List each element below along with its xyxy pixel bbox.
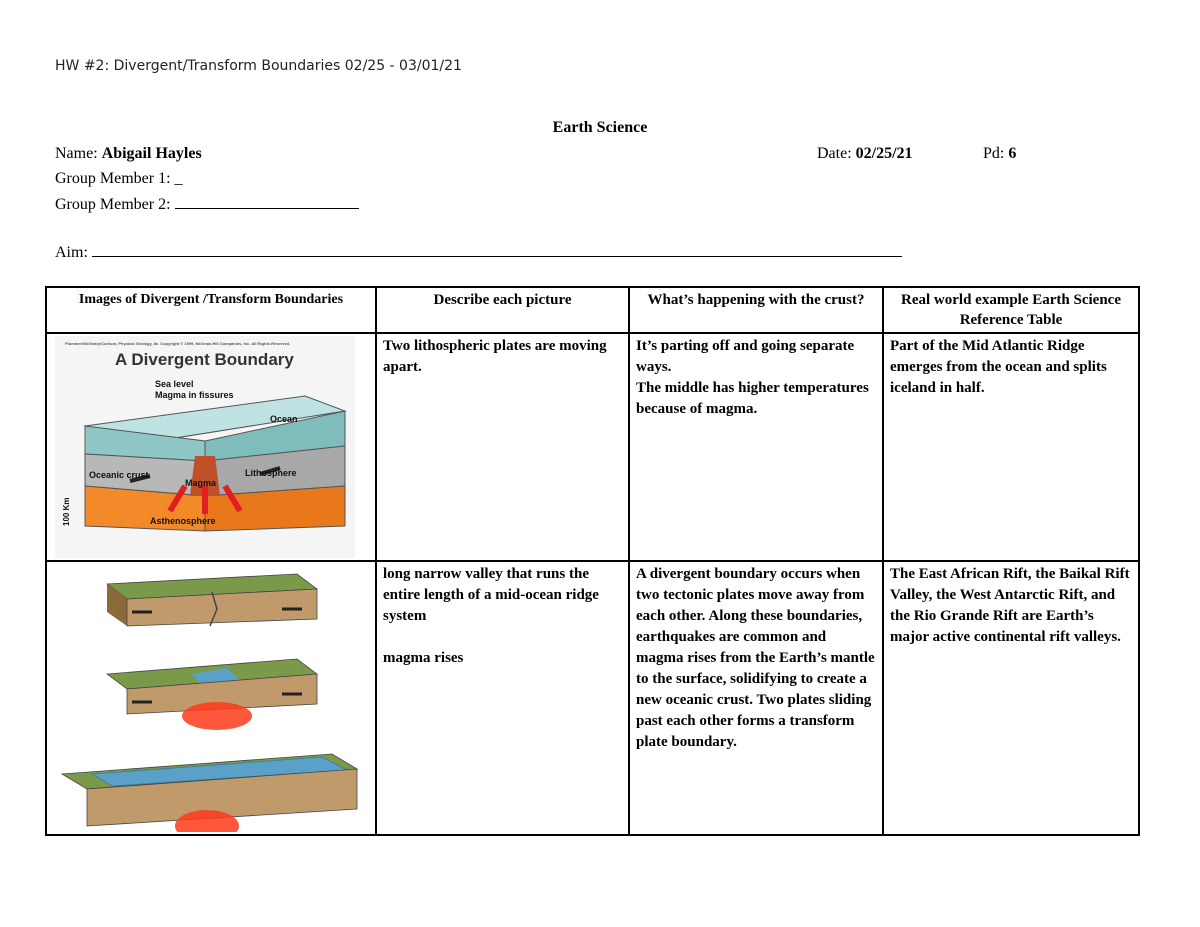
name-value[interactable]: Abigail Hayles — [101, 145, 202, 162]
table-header-row — [46, 287, 1139, 333]
row1-describe: Two lithospheric plates are moving apart. — [376, 333, 629, 561]
row2-crust: A divergent boundary occurs when two tectonic plates move away from each other. Along these boundaries, earthquakes are common and magma rises from the Earth’s mantle to the surface, solidifying to create a new oceanic crust. Two plates sliding past each other forms a transform plate boundary. — [629, 561, 883, 835]
name-line — [55, 145, 202, 163]
date-label: Date: — [817, 145, 852, 162]
diagram-title: A Divergent Boundary — [115, 350, 294, 369]
row2-example: The East African Rift, the Baikal Rift Valley, the West Antarctic Rift, and the Rio Grande Rift are Earth’s major active continental rift valleys. — [883, 561, 1139, 835]
group-member-2-line — [55, 194, 359, 214]
table-row — [46, 561, 1139, 835]
table-row — [46, 333, 1139, 561]
group-member-2-label: Group Member 2: — [55, 196, 171, 213]
label-lithosphere: Lithosphere — [245, 468, 297, 478]
row1-crust: It’s parting off and going separate ways. The middle has higher temperatures because of magma. — [629, 333, 883, 561]
divergent-boundary-diagram — [55, 336, 355, 558]
rift-stages-diagram — [52, 564, 372, 832]
label-magma-fissures: Magma in fissures — [155, 390, 234, 400]
period-line — [983, 145, 1016, 163]
label-magma: Magma — [185, 478, 217, 488]
rift-stages-image-cell — [46, 561, 376, 835]
row2-describe: long narrow valley that runs the entire length of a mid-ocean ridge system magma rises — [376, 561, 629, 835]
aim-label: Aim: — [55, 244, 88, 261]
pd-label: Pd: — [983, 145, 1005, 162]
page-title: Earth Science — [552, 119, 648, 136]
label-sea-level: Sea level — [155, 379, 194, 389]
diagram-credit: Plummer/McGeary/Carlson, Physical Geology, 8e. Copyright © 1999, McGraw-Hill Companies, Inc. All Rights Reserved. — [65, 341, 291, 346]
aim-line — [55, 242, 902, 262]
header-crust: What’s happening with the crust? — [629, 287, 883, 333]
label-asthenosphere: Asthenosphere — [150, 516, 216, 526]
assignment-header: HW #2: Divergent/Transform Boundaries 02/25 - 03/01/21 — [55, 58, 462, 74]
row1-example: Part of the Mid Atlantic Ridge emerges from the ocean and splits iceland in half. — [883, 333, 1139, 561]
group-member-1-label: Group Member 1: — [55, 170, 171, 187]
header-describe: Describe each picture — [376, 287, 629, 333]
label-ocean: Ocean — [270, 414, 298, 424]
aim-field[interactable] — [92, 242, 902, 257]
pd-value[interactable]: 6 — [1008, 145, 1017, 162]
divergent-boundary-image-cell — [46, 333, 376, 561]
group-member-1-line — [55, 170, 183, 188]
group-member-2-field[interactable] — [175, 194, 359, 209]
date-line — [817, 145, 913, 163]
name-label: Name: — [55, 145, 98, 162]
header-images: Images of Divergent /Transform Boundaries — [46, 287, 376, 333]
label-oceanic-crust: Oceanic crust — [89, 470, 149, 480]
group-member-1-value[interactable]: _ — [174, 170, 183, 187]
date-value[interactable]: 02/25/21 — [855, 145, 913, 162]
header-example: Real world example Earth Science Reference Table — [883, 287, 1139, 333]
label-depth: 100 Km — [62, 497, 71, 526]
boundaries-table — [45, 286, 1140, 836]
